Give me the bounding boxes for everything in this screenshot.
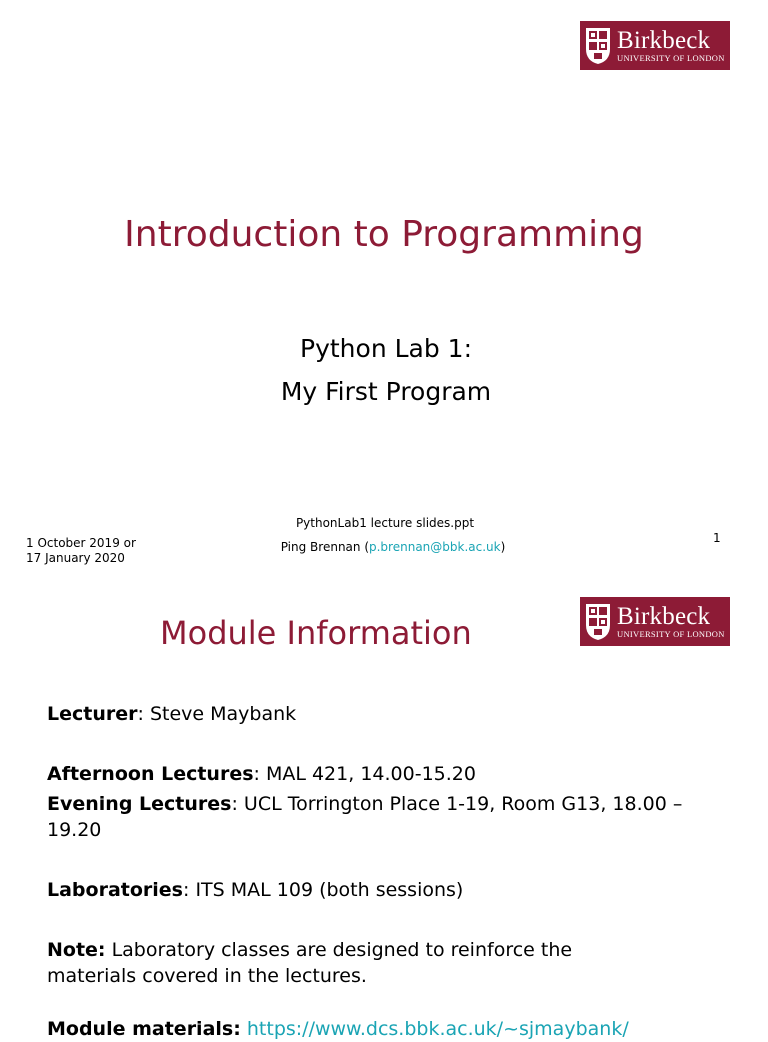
crest-icon — [585, 603, 611, 641]
logo-subtitle: UNIVERSITY OF LONDON — [617, 53, 725, 64]
slide-2 — [0, 580, 768, 1040]
logo-name: Birkbeck — [617, 603, 711, 631]
logo-name: Birkbeck — [617, 27, 711, 55]
labs-label: Laboratories — [47, 879, 183, 901]
crest-icon — [585, 27, 611, 65]
birkbeck-logo — [580, 21, 730, 70]
evening-value: : UCL Torrington Place 1-19, Room G13, 18.00 – 19.20 — [47, 793, 683, 841]
author-close: ) — [500, 540, 506, 554]
date-line-2: 17 January 2020 — [26, 551, 125, 565]
birkbeck-logo — [580, 597, 730, 646]
logo-subtitle: UNIVERSITY OF LONDON — [617, 629, 725, 640]
materials-link[interactable]: https://www.dcs.bbk.ac.uk/~sjmaybank/ — [246, 1018, 629, 1040]
slide-title: Introduction to Programming — [124, 214, 644, 255]
module-info-title: Module Information — [160, 614, 472, 652]
lecturer-label: Lecturer — [47, 703, 138, 725]
laboratories-info — [47, 877, 697, 903]
footer-author — [0, 540, 768, 554]
evening-lectures-info — [47, 791, 687, 843]
labs-value: : ITS MAL 109 (both sessions) — [183, 879, 464, 901]
author-email-link[interactable]: p.brennan@bbk.ac.uk — [369, 540, 501, 554]
lecturer-info — [47, 701, 697, 727]
afternoon-value: : MAL 421, 14.00-15.20 — [253, 763, 476, 785]
note-info — [47, 937, 662, 989]
evening-label: Evening Lectures — [47, 793, 232, 815]
date-line-1: 1 October 2019 or — [26, 536, 136, 550]
note-label: Note: — [47, 939, 106, 961]
footer-filename: PythonLab1 lecture slides.ppt — [295, 516, 475, 530]
note-value: Laboratory classes are designed to reinforce the materials covered in the lectures. — [47, 939, 573, 987]
lecturer-value: : Steve Maybank — [137, 703, 297, 725]
materials-label: Module materials: — [47, 1018, 241, 1040]
page-number: 1 — [713, 531, 721, 545]
module-materials-info — [47, 1016, 697, 1042]
afternoon-label: Afternoon Lectures — [47, 763, 254, 785]
afternoon-lectures-info — [47, 761, 697, 787]
subtitle-line-1: Python Lab 1: — [300, 334, 472, 363]
author-name: Ping Brennan ( — [280, 540, 369, 554]
subtitle-line-2: My First Program — [280, 377, 492, 406]
